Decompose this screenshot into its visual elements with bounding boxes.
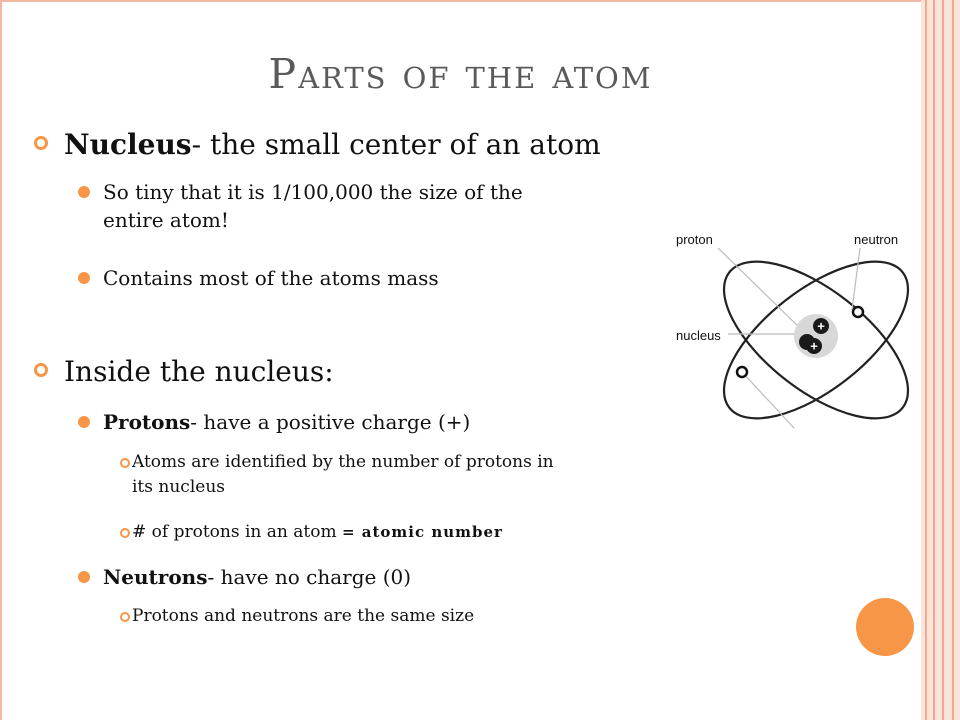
list-item-text: # of protons in an atom — [132, 522, 342, 542]
protons-term: Protons — [103, 410, 191, 434]
dot-bullet-icon — [78, 416, 90, 428]
inside-heading: Inside the nucleus: — [64, 355, 334, 388]
list-item-text: its nucleus — [132, 477, 225, 497]
list-item-text: Atoms are identified by the number of protons in — [132, 452, 554, 472]
protons-definition: - have a positive charge (+) — [190, 410, 471, 434]
nucleus-definition: - the small center of an atom — [191, 128, 601, 161]
small-ring-bullet-icon — [120, 528, 130, 538]
list-item-text: Protons and neutrons are the same size — [132, 606, 475, 626]
slide-title: Parts of the atom — [268, 50, 653, 98]
electron — [737, 367, 747, 377]
nucleus-term: Nucleus — [64, 128, 192, 161]
ring-bullet-icon — [34, 136, 48, 150]
decorative-orange-circle — [856, 598, 914, 656]
neutron-label: neutron — [854, 232, 899, 247]
small-ring-bullet-icon — [120, 612, 130, 622]
neutrons-term: Neutrons — [103, 565, 208, 589]
electron — [853, 307, 863, 317]
list-item-text: So tiny that it is 1/100,000 the size of the — [103, 180, 523, 204]
dot-bullet-icon — [78, 186, 90, 198]
ring-bullet-icon — [34, 363, 48, 377]
small-ring-bullet-icon — [120, 458, 130, 468]
list-item-text: Contains most of the atoms mass — [103, 266, 439, 290]
neutrons-definition: - have no charge (0) — [207, 565, 412, 589]
atomic-number-term: = atomic number — [341, 523, 503, 541]
dot-bullet-icon — [78, 272, 90, 284]
proton-sign: + — [810, 338, 818, 354]
neutron-pointer-line — [852, 248, 860, 310]
atom-diagram — [676, 222, 923, 435]
list-item-text: entire atom! — [103, 208, 229, 232]
proton-sign: + — [817, 318, 825, 334]
decorative-stripes — [921, 0, 960, 720]
dot-bullet-icon — [78, 571, 90, 583]
proton-label: proton — [676, 232, 713, 247]
nucleus-label: nucleus — [676, 328, 721, 343]
